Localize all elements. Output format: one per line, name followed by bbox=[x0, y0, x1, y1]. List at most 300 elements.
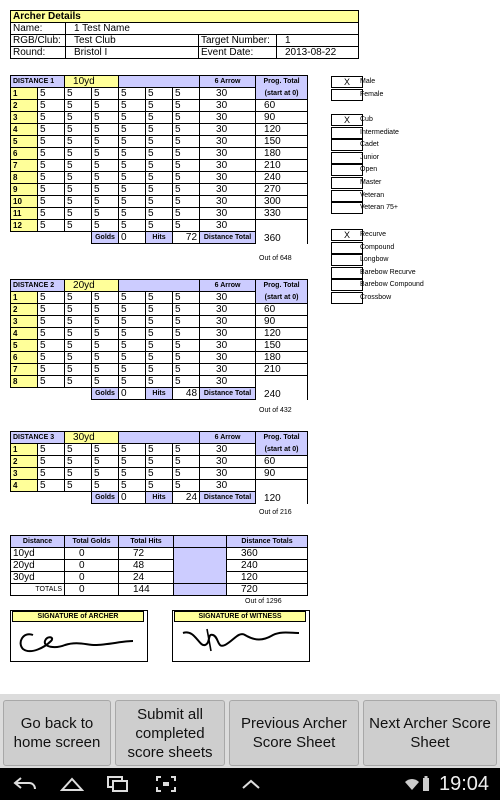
arrow-score[interactable]: 5 bbox=[65, 444, 92, 456]
arrow-score[interactable]: 5 bbox=[38, 340, 65, 352]
progressive-total: 120 bbox=[256, 328, 308, 340]
distance-total: 360 bbox=[256, 220, 308, 244]
end-number: 6 bbox=[11, 148, 38, 160]
arrow-score[interactable]: 5 bbox=[173, 376, 200, 388]
arrow-score[interactable]: 5 bbox=[38, 352, 65, 364]
arrow-score[interactable]: 5 bbox=[92, 196, 119, 208]
arrow-score[interactable]: 5 bbox=[38, 88, 65, 100]
arrow-score[interactable]: 5 bbox=[119, 136, 146, 148]
arrow-score[interactable]: 5 bbox=[173, 172, 200, 184]
arrow-score[interactable]: 5 bbox=[173, 148, 200, 160]
arrow-score[interactable]: 5 bbox=[92, 444, 119, 456]
arrow-score[interactable]: 5 bbox=[119, 364, 146, 376]
arrow-score[interactable]: 5 bbox=[173, 340, 200, 352]
arrow-score[interactable]: 5 bbox=[92, 172, 119, 184]
arrow-score[interactable]: 5 bbox=[119, 112, 146, 124]
arrow-score[interactable]: 5 bbox=[38, 444, 65, 456]
age-option-label: Veteran bbox=[360, 191, 385, 199]
summary-header-totals: Distance Totals bbox=[227, 536, 308, 548]
arrow-score[interactable]: 5 bbox=[146, 316, 173, 328]
arrow-score[interactable]: 5 bbox=[173, 364, 200, 376]
arrow-score[interactable]: 5 bbox=[173, 136, 200, 148]
arrow-score[interactable]: 5 bbox=[146, 160, 173, 172]
arrow-score[interactable]: 5 bbox=[146, 184, 173, 196]
distance-table bbox=[10, 431, 308, 504]
end-number: 1 bbox=[11, 444, 38, 456]
progressive-total: 180 bbox=[256, 352, 308, 364]
end-number: 4 bbox=[11, 480, 38, 492]
arrow-score[interactable]: 5 bbox=[38, 136, 65, 148]
arrow-score[interactable]: 5 bbox=[119, 328, 146, 340]
arrow-score[interactable]: 5 bbox=[38, 364, 65, 376]
arrow-score[interactable]: 5 bbox=[92, 352, 119, 364]
arrow-score[interactable]: 5 bbox=[119, 304, 146, 316]
golds-label: Golds bbox=[92, 232, 119, 244]
summary-header-blank bbox=[174, 536, 227, 548]
age-checkbox[interactable] bbox=[331, 190, 363, 202]
arrow-score[interactable]: 5 bbox=[119, 124, 146, 136]
gender-checkbox[interactable]: X bbox=[331, 76, 363, 88]
date-value[interactable]: 2013-08-22 bbox=[277, 47, 359, 59]
arrow-score[interactable]: 5 bbox=[92, 136, 119, 148]
arrow-score[interactable]: 5 bbox=[173, 100, 200, 112]
summary-grand-total: 720 bbox=[227, 584, 308, 596]
arrow-score[interactable]: 5 bbox=[65, 184, 92, 196]
bow-option-label: Crossbow bbox=[360, 294, 392, 301]
arrow-score[interactable]: 5 bbox=[92, 456, 119, 468]
six-arrow-total: 30 bbox=[200, 304, 256, 316]
age-option-label: Junior bbox=[360, 153, 380, 161]
arrow-score[interactable]: 5 bbox=[173, 160, 200, 172]
arrow-score[interactable]: 5 bbox=[38, 220, 65, 232]
summary-total-golds: 0 bbox=[65, 584, 119, 596]
arrow-score[interactable]: 5 bbox=[146, 88, 173, 100]
target-label: Target Number: bbox=[199, 35, 277, 47]
arrow-score[interactable]: 5 bbox=[146, 100, 173, 112]
arrow-score[interactable]: 5 bbox=[146, 352, 173, 364]
summary-total-hits: 144 bbox=[119, 584, 174, 596]
score-row bbox=[11, 340, 308, 352]
score-row bbox=[11, 480, 308, 492]
arrow-score[interactable]: 5 bbox=[65, 124, 92, 136]
arrow-score[interactable]: 5 bbox=[92, 88, 119, 100]
score-row bbox=[11, 100, 308, 112]
six-arrow-total: 30 bbox=[200, 316, 256, 328]
archer-details-table bbox=[10, 10, 359, 59]
score-row bbox=[11, 184, 308, 196]
hits-label: Hits bbox=[146, 388, 173, 400]
golds-value: 0 bbox=[119, 232, 146, 244]
six-arrow-total: 30 bbox=[200, 136, 256, 148]
summary-total: 120 bbox=[227, 572, 308, 584]
arrow-score[interactable]: 5 bbox=[65, 352, 92, 364]
arrow-score[interactable]: 5 bbox=[119, 444, 146, 456]
arrow-score[interactable]: 5 bbox=[38, 468, 65, 480]
golds-value: 0 bbox=[119, 492, 146, 504]
arrow-score[interactable]: 5 bbox=[38, 376, 65, 388]
summary-hits: 72 bbox=[119, 548, 174, 560]
arrow-score[interactable]: 5 bbox=[38, 208, 65, 220]
distance-value[interactable]: 20yd bbox=[65, 280, 119, 292]
summary-blank-cell bbox=[174, 548, 227, 584]
header-blank bbox=[119, 432, 200, 444]
six-arrow-total: 30 bbox=[200, 364, 256, 376]
end-number: 3 bbox=[11, 112, 38, 124]
arrow-score[interactable]: 5 bbox=[92, 112, 119, 124]
arrow-score[interactable]: 5 bbox=[65, 160, 92, 172]
arrow-score[interactable]: 5 bbox=[65, 292, 92, 304]
summary-totals-label: TOTALS bbox=[11, 584, 65, 596]
bow-option-label: Barebow Recurve bbox=[360, 268, 416, 276]
arrow-score[interactable]: 5 bbox=[119, 376, 146, 388]
arrow-score[interactable]: 5 bbox=[65, 172, 92, 184]
progressive-total: 60 bbox=[256, 100, 308, 112]
six-arrow-total: 30 bbox=[200, 112, 256, 124]
hits-value: 24 bbox=[173, 492, 200, 504]
distance-table bbox=[10, 75, 308, 244]
arrow-score[interactable]: 5 bbox=[38, 160, 65, 172]
progressive-total: 210 bbox=[256, 364, 308, 376]
summary-distance: 30yd bbox=[11, 572, 65, 584]
arrow-score[interactable]: 5 bbox=[173, 196, 200, 208]
score-row bbox=[11, 124, 308, 136]
arrow-score[interactable]: 5 bbox=[119, 160, 146, 172]
arrow-score[interactable]: 5 bbox=[65, 136, 92, 148]
arrow-score[interactable]: 5 bbox=[119, 340, 146, 352]
arrow-score[interactable]: 5 bbox=[38, 124, 65, 136]
six-arrow-total: 30 bbox=[200, 100, 256, 112]
arrow-score[interactable]: 5 bbox=[65, 340, 92, 352]
arrow-score[interactable]: 5 bbox=[119, 456, 146, 468]
arrow-score[interactable]: 5 bbox=[119, 468, 146, 480]
age-checkbox[interactable] bbox=[331, 127, 363, 139]
summary-total: 240 bbox=[227, 560, 308, 572]
score-row bbox=[11, 304, 308, 316]
arrow-score[interactable]: 5 bbox=[38, 100, 65, 112]
home-icon[interactable] bbox=[58, 774, 86, 794]
age-checkbox[interactable] bbox=[331, 177, 363, 189]
arrow-score[interactable]: 5 bbox=[119, 88, 146, 100]
score-row bbox=[11, 444, 308, 456]
age-checkbox[interactable] bbox=[331, 164, 363, 176]
arrow-score[interactable]: 5 bbox=[173, 208, 200, 220]
six-arrow-total: 30 bbox=[200, 456, 256, 468]
arrow-score[interactable]: 5 bbox=[65, 456, 92, 468]
age-checkbox[interactable] bbox=[331, 202, 363, 214]
distance-label: DISTANCE 2 bbox=[11, 280, 65, 292]
end-number: 8 bbox=[11, 376, 38, 388]
six-arrow-total: 30 bbox=[200, 172, 256, 184]
progressive-total: 60 bbox=[256, 456, 308, 468]
arrow-score[interactable]: 5 bbox=[92, 468, 119, 480]
progressive-total: 90 bbox=[256, 468, 308, 480]
arrow-score[interactable]: 5 bbox=[38, 304, 65, 316]
summary-golds: 0 bbox=[65, 560, 119, 572]
arrow-score[interactable]: 5 bbox=[65, 100, 92, 112]
arrow-score[interactable]: 5 bbox=[173, 316, 200, 328]
summary-hits: 24 bbox=[119, 572, 174, 584]
arrow-score[interactable]: 5 bbox=[119, 172, 146, 184]
arrow-score[interactable]: 5 bbox=[119, 220, 146, 232]
arrow-score[interactable]: 5 bbox=[92, 316, 119, 328]
header-blank bbox=[119, 76, 200, 88]
score-row bbox=[11, 160, 308, 172]
end-number: 2 bbox=[11, 100, 38, 112]
arrow-score[interactable]: 5 bbox=[38, 292, 65, 304]
arrow-score[interactable]: 5 bbox=[146, 112, 173, 124]
gender-option-label: Male bbox=[360, 78, 376, 85]
arrow-score[interactable]: 5 bbox=[92, 376, 119, 388]
arrow-score[interactable]: 5 bbox=[173, 220, 200, 232]
distance-total-label: Distance Total bbox=[200, 232, 256, 244]
distance-total: 240 bbox=[256, 376, 308, 400]
target-value[interactable]: 1 bbox=[277, 35, 359, 47]
arrow-score[interactable]: 5 bbox=[119, 208, 146, 220]
summary-header-distance: Distance bbox=[11, 536, 65, 548]
next-archer-button[interactable]: Next Archer Score Sheet bbox=[363, 700, 497, 766]
age-checkbox[interactable]: X bbox=[331, 114, 363, 126]
end-number: 3 bbox=[11, 468, 38, 480]
summary-header-golds: Total Golds bbox=[65, 536, 119, 548]
arrow-score[interactable]: 5 bbox=[119, 292, 146, 304]
six-arrow-total: 30 bbox=[200, 468, 256, 480]
bow-checkbox[interactable] bbox=[331, 242, 363, 254]
arrow-score[interactable]: 5 bbox=[146, 376, 173, 388]
arrow-score[interactable]: 5 bbox=[119, 148, 146, 160]
score-row bbox=[11, 136, 308, 148]
end-number: 2 bbox=[11, 304, 38, 316]
six-arrow-header: 6 Arrow bbox=[200, 280, 256, 292]
progressive-total: 330 bbox=[256, 208, 308, 220]
totals-spacer bbox=[11, 492, 92, 504]
arrow-score[interactable]: 5 bbox=[173, 124, 200, 136]
score-row bbox=[11, 328, 308, 340]
arrow-score[interactable]: 5 bbox=[173, 480, 200, 492]
arrow-score[interactable]: 5 bbox=[38, 456, 65, 468]
archer-details-title: Archer Details bbox=[11, 11, 359, 23]
arrow-score[interactable]: 5 bbox=[92, 124, 119, 136]
arrow-score[interactable]: 5 bbox=[146, 292, 173, 304]
arrow-score[interactable]: 5 bbox=[92, 148, 119, 160]
distance-table bbox=[10, 279, 308, 400]
progressive-total: 210 bbox=[256, 160, 308, 172]
arrow-score[interactable]: 5 bbox=[146, 480, 173, 492]
arrow-score[interactable]: 5 bbox=[92, 184, 119, 196]
bow-checkbox[interactable] bbox=[331, 267, 363, 279]
round-value[interactable]: Bristol I bbox=[66, 47, 199, 59]
arrow-score[interactable]: 5 bbox=[65, 220, 92, 232]
arrow-score[interactable]: 5 bbox=[173, 88, 200, 100]
name-label: Name: bbox=[11, 23, 66, 35]
arrow-score[interactable]: 5 bbox=[65, 304, 92, 316]
arrow-score[interactable]: 5 bbox=[38, 172, 65, 184]
distance-value[interactable]: 10yd bbox=[65, 76, 119, 88]
arrow-score[interactable]: 5 bbox=[146, 304, 173, 316]
round-label: Round: bbox=[11, 47, 66, 59]
bow-option-label: Longbow bbox=[360, 256, 389, 264]
age-checkbox[interactable] bbox=[331, 139, 363, 151]
arrow-score[interactable]: 5 bbox=[38, 328, 65, 340]
progressive-total: 60 bbox=[256, 304, 308, 316]
arrow-score[interactable]: 5 bbox=[146, 124, 173, 136]
arrow-score[interactable]: 5 bbox=[173, 184, 200, 196]
arrow-score[interactable]: 5 bbox=[146, 364, 173, 376]
chevron-up-icon[interactable] bbox=[238, 774, 264, 794]
arrow-score[interactable]: 5 bbox=[173, 292, 200, 304]
arrow-score[interactable]: 5 bbox=[146, 468, 173, 480]
summary-distance: 20yd bbox=[11, 560, 65, 572]
arrow-score[interactable]: 5 bbox=[146, 328, 173, 340]
arrow-score[interactable]: 5 bbox=[173, 468, 200, 480]
arrow-score[interactable]: 5 bbox=[173, 304, 200, 316]
bow-checkbox[interactable] bbox=[331, 292, 363, 304]
arrow-score[interactable]: 5 bbox=[65, 468, 92, 480]
arrow-score[interactable]: 5 bbox=[92, 340, 119, 352]
arrow-score[interactable]: 5 bbox=[65, 148, 92, 160]
home-button[interactable]: Go back to home screen bbox=[3, 700, 111, 766]
battery-icon bbox=[420, 774, 432, 794]
arrow-score[interactable]: 5 bbox=[173, 112, 200, 124]
hits-value: 48 bbox=[173, 388, 200, 400]
progressive-total: 90 bbox=[256, 112, 308, 124]
arrow-score[interactable]: 5 bbox=[119, 316, 146, 328]
prog-total-header: Prog. Total bbox=[256, 76, 308, 88]
arrow-score[interactable]: 5 bbox=[65, 196, 92, 208]
end-number: 1 bbox=[11, 88, 38, 100]
date-label: Event Date: bbox=[199, 47, 277, 59]
distance-label: DISTANCE 1 bbox=[11, 76, 65, 88]
arrow-score[interactable]: 5 bbox=[92, 160, 119, 172]
arrow-score[interactable]: 5 bbox=[92, 208, 119, 220]
arrow-score[interactable]: 5 bbox=[38, 112, 65, 124]
recent-apps-icon[interactable] bbox=[104, 774, 132, 794]
back-icon[interactable] bbox=[12, 774, 38, 794]
arrow-score[interactable]: 5 bbox=[146, 456, 173, 468]
previous-archer-button[interactable]: Previous Archer Score Sheet bbox=[229, 700, 359, 766]
arrow-score[interactable]: 5 bbox=[92, 328, 119, 340]
arrow-score[interactable]: 5 bbox=[65, 364, 92, 376]
distance-out-of: Out of 648 bbox=[259, 255, 292, 262]
hits-value: 72 bbox=[173, 232, 200, 244]
header-blank bbox=[119, 280, 200, 292]
arrow-score[interactable]: 5 bbox=[119, 480, 146, 492]
arrow-score[interactable]: 5 bbox=[38, 148, 65, 160]
arrow-score[interactable]: 5 bbox=[146, 220, 173, 232]
gender-checkbox[interactable] bbox=[331, 89, 363, 101]
six-arrow-total: 30 bbox=[200, 124, 256, 136]
arrow-score[interactable]: 5 bbox=[65, 376, 92, 388]
score-row bbox=[11, 364, 308, 376]
arrow-score[interactable]: 5 bbox=[65, 480, 92, 492]
arrow-score[interactable]: 5 bbox=[38, 316, 65, 328]
arrow-score[interactable]: 5 bbox=[92, 480, 119, 492]
wifi-icon bbox=[402, 774, 422, 794]
hits-label: Hits bbox=[146, 232, 173, 244]
submit-button[interactable]: Submit all completed score sheets bbox=[115, 700, 225, 766]
arrow-score[interactable]: 5 bbox=[65, 112, 92, 124]
progressive-total: 90 bbox=[256, 316, 308, 328]
clock: 19:04 bbox=[438, 772, 490, 795]
arrow-score[interactable]: 5 bbox=[65, 328, 92, 340]
score-row bbox=[11, 196, 308, 208]
golds-value: 0 bbox=[119, 388, 146, 400]
score-row bbox=[11, 468, 308, 480]
arrow-score[interactable]: 5 bbox=[119, 196, 146, 208]
arrow-score[interactable]: 5 bbox=[92, 100, 119, 112]
bow-checkbox[interactable] bbox=[331, 279, 363, 291]
start-at-zero: (start at 0) bbox=[256, 292, 308, 304]
arrow-score[interactable]: 5 bbox=[119, 352, 146, 364]
witness-signature-label: SIGNATURE of WITNESS bbox=[174, 611, 306, 622]
arrow-score[interactable]: 5 bbox=[146, 444, 173, 456]
arrow-score[interactable]: 5 bbox=[146, 136, 173, 148]
six-arrow-total: 30 bbox=[200, 148, 256, 160]
score-row bbox=[11, 88, 308, 100]
end-number: 1 bbox=[11, 292, 38, 304]
arrow-score[interactable]: 5 bbox=[146, 196, 173, 208]
arrow-score[interactable]: 5 bbox=[92, 292, 119, 304]
arrow-score[interactable]: 5 bbox=[92, 220, 119, 232]
six-arrow-header: 6 Arrow bbox=[200, 432, 256, 444]
arrow-score[interactable]: 5 bbox=[65, 208, 92, 220]
end-number: 4 bbox=[11, 124, 38, 136]
arrow-score[interactable]: 5 bbox=[92, 304, 119, 316]
golds-label: Golds bbox=[92, 492, 119, 504]
arrow-score[interactable]: 5 bbox=[38, 184, 65, 196]
age-checkbox[interactable] bbox=[331, 152, 363, 164]
arrow-score[interactable]: 5 bbox=[173, 352, 200, 364]
six-arrow-total: 30 bbox=[200, 220, 256, 232]
score-row bbox=[11, 352, 308, 364]
arrow-score[interactable]: 5 bbox=[92, 364, 119, 376]
arrow-score[interactable]: 5 bbox=[65, 316, 92, 328]
bow-checkbox[interactable]: X bbox=[331, 229, 363, 241]
six-arrow-total: 30 bbox=[200, 160, 256, 172]
arrow-score[interactable]: 5 bbox=[119, 100, 146, 112]
arrow-score[interactable]: 5 bbox=[173, 444, 200, 456]
score-row bbox=[11, 456, 308, 468]
six-arrow-header: 6 Arrow bbox=[200, 76, 256, 88]
bow-option-label: Recurve bbox=[360, 231, 387, 238]
distance-value[interactable]: 30yd bbox=[65, 432, 119, 444]
arrow-score[interactable]: 5 bbox=[146, 340, 173, 352]
arrow-score[interactable]: 5 bbox=[38, 480, 65, 492]
name-value[interactable]: 1 Test Name bbox=[66, 23, 359, 35]
end-number: 2 bbox=[11, 456, 38, 468]
arrow-score[interactable]: 5 bbox=[146, 148, 173, 160]
end-number: 12 bbox=[11, 220, 38, 232]
score-row bbox=[11, 112, 308, 124]
score-row bbox=[11, 148, 308, 160]
club-value[interactable]: Test Club bbox=[66, 35, 199, 47]
prog-total-header: Prog. Total bbox=[256, 280, 308, 292]
arrow-score[interactable]: 5 bbox=[146, 172, 173, 184]
start-at-zero: (start at 0) bbox=[256, 444, 308, 456]
arrow-score[interactable]: 5 bbox=[146, 208, 173, 220]
bow-checkbox[interactable] bbox=[331, 254, 363, 266]
six-arrow-total: 30 bbox=[200, 208, 256, 220]
arrow-score[interactable]: 5 bbox=[173, 328, 200, 340]
arrow-score[interactable]: 5 bbox=[65, 88, 92, 100]
summary-out-of: Out of 1296 bbox=[245, 598, 282, 605]
arrow-score[interactable]: 5 bbox=[119, 184, 146, 196]
age-option-label: Veteran 75+ bbox=[360, 204, 398, 212]
screenshot-icon[interactable] bbox=[152, 774, 180, 794]
arrow-score[interactable]: 5 bbox=[173, 456, 200, 468]
six-arrow-total: 30 bbox=[200, 352, 256, 364]
arrow-score[interactable]: 5 bbox=[38, 196, 65, 208]
distance-total: 120 bbox=[256, 480, 308, 504]
